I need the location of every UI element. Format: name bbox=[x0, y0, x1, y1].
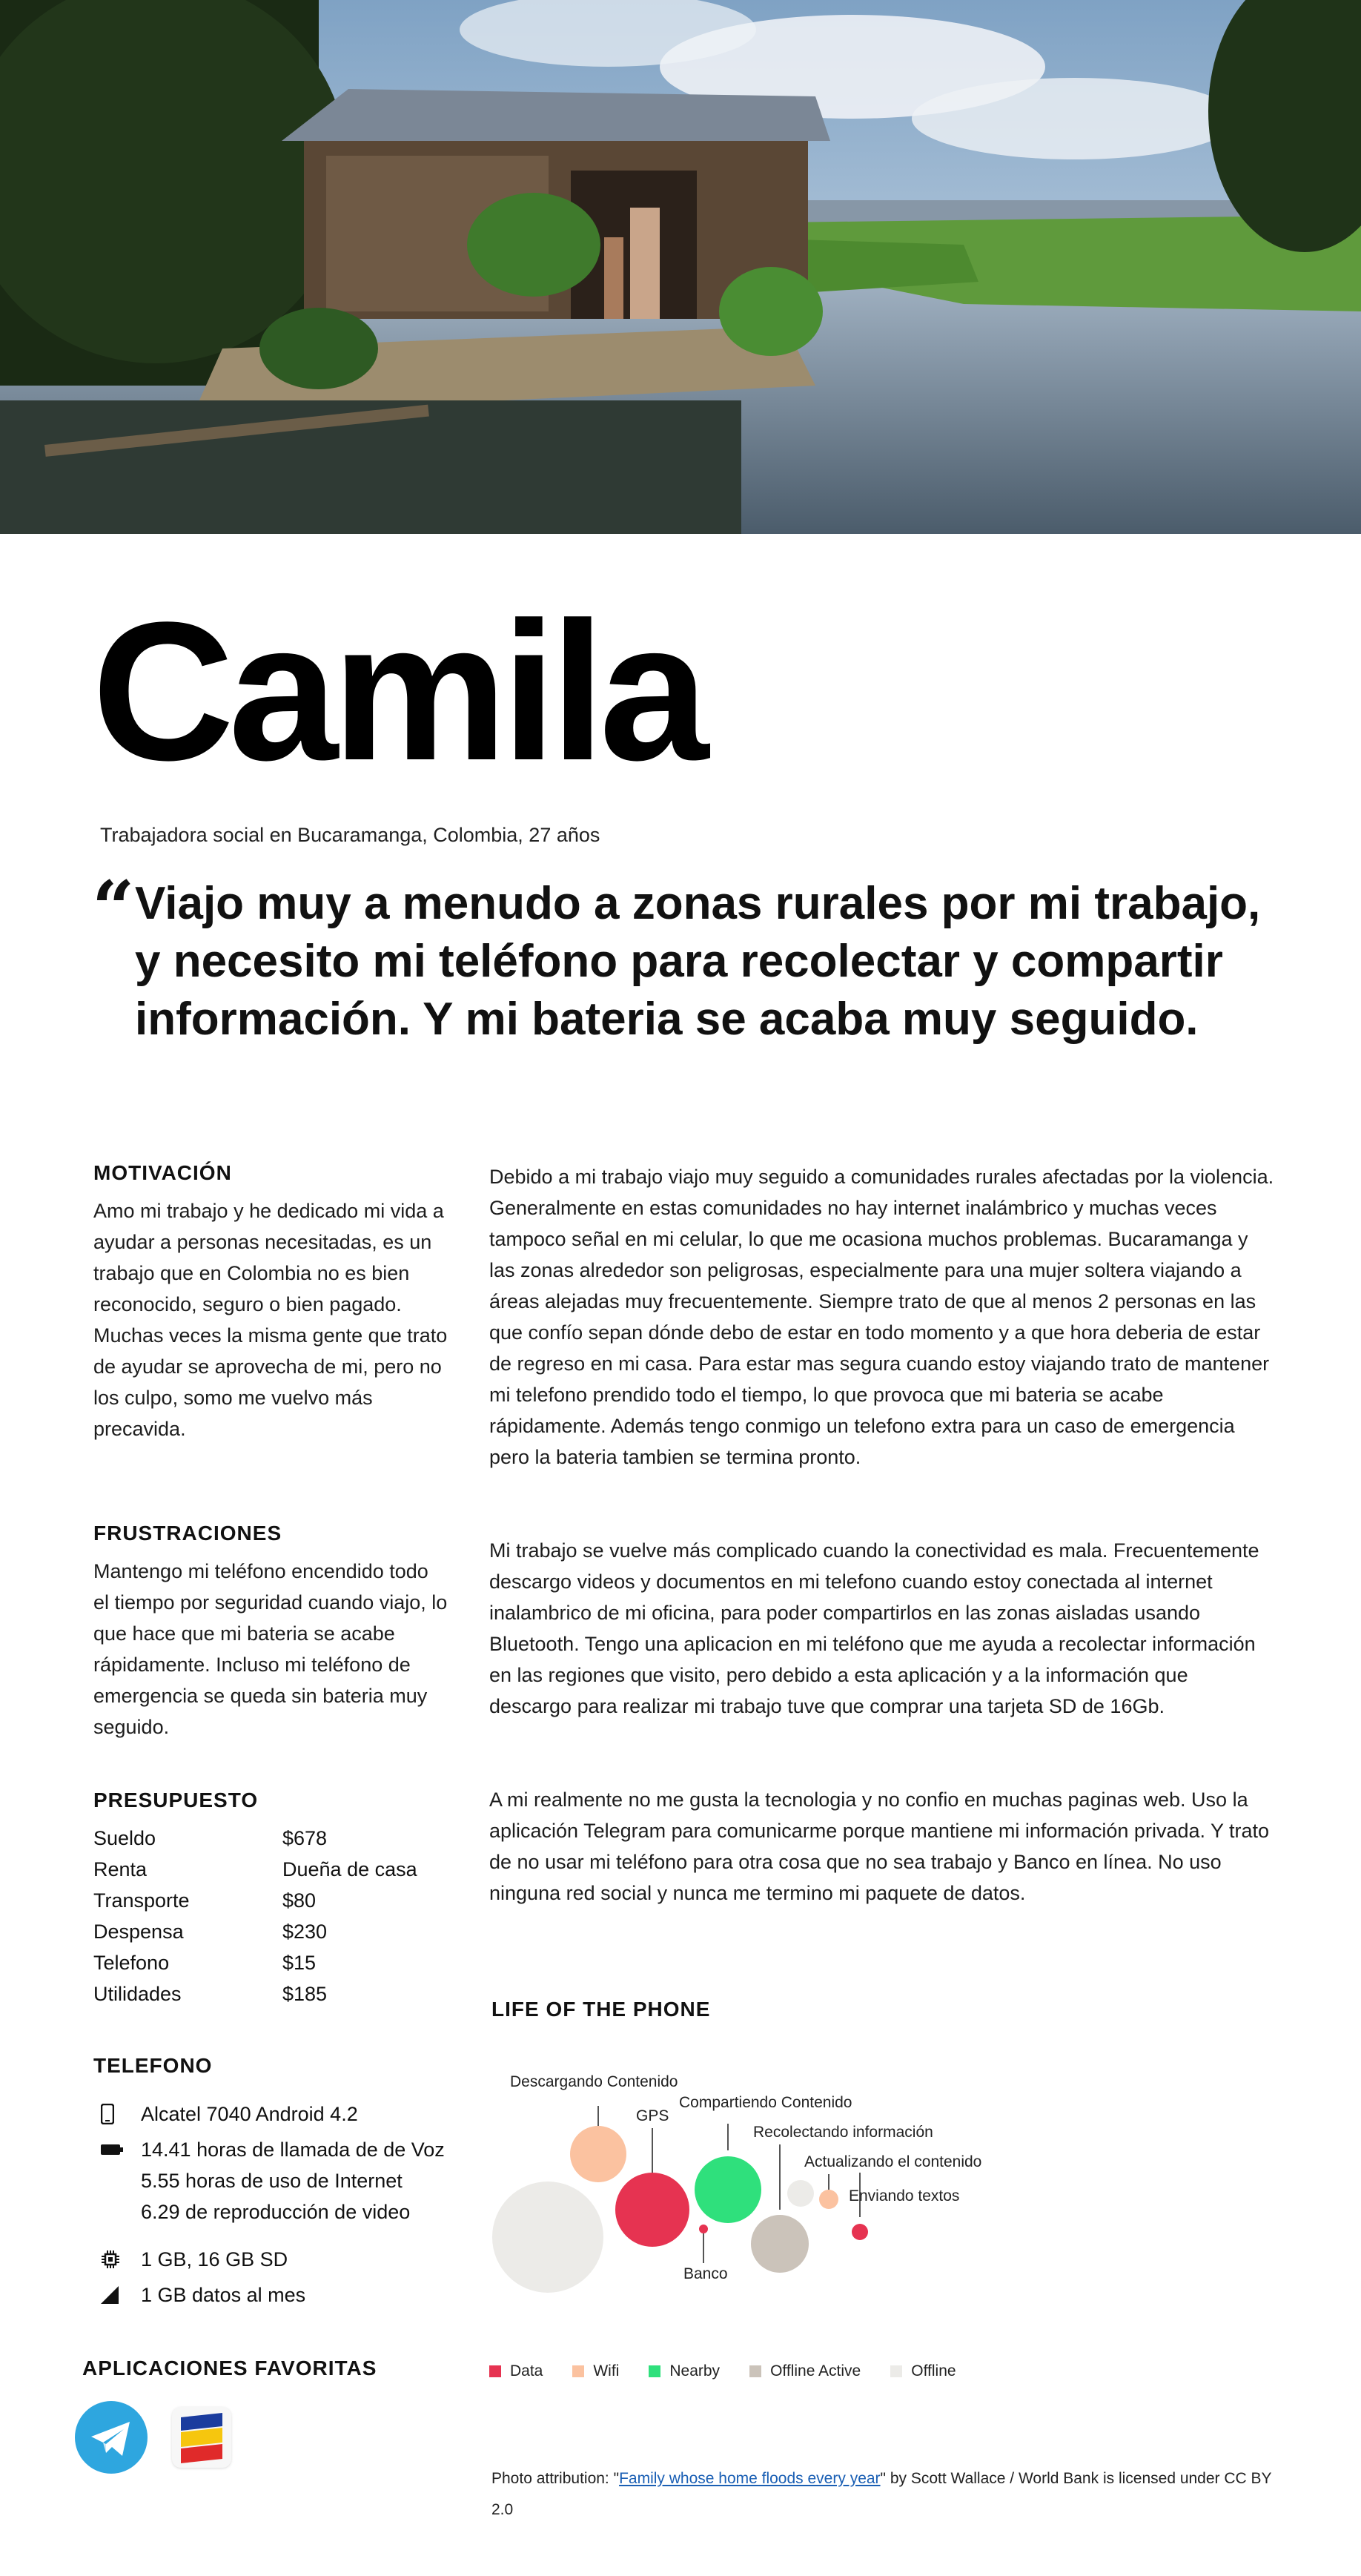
legend-item bbox=[649, 2362, 720, 2380]
budget-row bbox=[93, 1916, 417, 1947]
battery-icon bbox=[101, 2134, 141, 2165]
bubble-compartiendo bbox=[695, 2156, 761, 2223]
legend-swatch bbox=[749, 2365, 761, 2377]
chart-legend bbox=[489, 2362, 986, 2380]
legend-item bbox=[489, 2362, 543, 2380]
legend-swatch bbox=[890, 2365, 902, 2377]
chip-icon bbox=[101, 2244, 141, 2275]
budget-value: Dueña de casa bbox=[282, 1858, 417, 1880]
bubble-recolectando bbox=[751, 2215, 809, 2273]
label-enviando: Enviando textos bbox=[849, 2187, 960, 2205]
telegram-icon[interactable] bbox=[75, 2401, 148, 2474]
story-paragraph-2: Mi trabajo se vuelve más complicado cuando la conectividad es mala. Frecuentemente descargo videos y documentos en mi telefono cuando estoy conectada al internet inalambrico de mi oficina, para poder compartirlos en las zonas aisladas usando Bluetooth. Tengo una aplicacion en mi teléfono que me ayuda a recolectar información en las regiones que visito, pero debido a esta aplicación y a la información que descargo para realizar mi trabajo tuve que comprar una tarjeta SD de 16Gb. bbox=[489, 1539, 1259, 1717]
quote-mark: “ bbox=[92, 865, 135, 952]
legend-swatch bbox=[489, 2365, 501, 2377]
label-recolectando: Recolectando información bbox=[753, 2124, 933, 2141]
budget-row bbox=[93, 1885, 417, 1916]
smartphone-icon bbox=[101, 2098, 141, 2130]
budget-label: Utilidades bbox=[93, 1983, 182, 2005]
budget-heading: PRESUPUESTO bbox=[93, 1789, 259, 1812]
legend-swatch bbox=[649, 2365, 660, 2377]
motivation-text: Amo mi trabajo y he dedicado mi vida a ayudar a personas necesitadas, es un trabajo que en Colombia no es bien reconocido, seguro o bien pagado. Muchas veces la misma gente que trato de ayudar se aprovecha de mi, pero no los culpo, somo me vuelvo más precavida. bbox=[93, 1200, 448, 1440]
budget-value: $185 bbox=[282, 1983, 328, 2005]
bubble-descargando bbox=[570, 2126, 626, 2182]
label-actualizando: Actualizando el contenido bbox=[804, 2153, 982, 2170]
phone-model: Alcatel 7040 Android 4.2 bbox=[141, 2103, 358, 2125]
frustrations-heading: FRUSTRACIONES bbox=[93, 1522, 282, 1545]
attribution-link[interactable]: Family whose home floods every year bbox=[619, 2470, 881, 2487]
legend-item bbox=[749, 2362, 861, 2380]
persona-subtitle: Trabajadora social en Bucaramanga, Colombia, 27 años bbox=[100, 824, 600, 846]
budget-label: Transporte bbox=[93, 1889, 190, 1912]
budget-label: Renta bbox=[93, 1858, 148, 1880]
phone-usage-row bbox=[101, 2134, 445, 2227]
phone-usage-voice: 14.41 horas de llamada de de Voz bbox=[141, 2139, 445, 2161]
legend-label: Data bbox=[510, 2362, 543, 2380]
phone-usage-video: 6.29 de reproducción de video bbox=[141, 2201, 411, 2223]
phone-storage: 1 GB, 16 GB SD bbox=[141, 2248, 288, 2270]
legend-swatch bbox=[572, 2365, 584, 2377]
budget-row bbox=[93, 1854, 417, 1885]
legend-label: Offline bbox=[911, 2362, 956, 2380]
phone-usage-internet: 5.55 horas de uso de Internet bbox=[141, 2170, 403, 2192]
photo-attribution bbox=[491, 2463, 1292, 2526]
life-of-phone-heading: LIFE OF THE PHONE bbox=[491, 1998, 711, 2021]
label-banco: Banco bbox=[683, 2265, 728, 2282]
phone-heading: TELEFONO bbox=[93, 2054, 213, 2077]
budget-value: $678 bbox=[282, 1827, 328, 1849]
frustrations-text: Mantengo mi teléfono encendido todo el tiempo por seguridad cuando viajo, lo que hace que mi bateria se acabe rápidamente. Incluso mi teléfono de emergencia se queda sin bateria muy seguido. bbox=[93, 1560, 448, 1738]
legend-label: Nearby bbox=[669, 2362, 721, 2380]
budget-value: $80 bbox=[282, 1889, 317, 1912]
signal-icon bbox=[101, 2279, 141, 2311]
legend-item bbox=[572, 2362, 619, 2380]
hero-photo bbox=[0, 0, 1361, 534]
bubble-enviando bbox=[852, 2224, 868, 2240]
budget-value: $230 bbox=[282, 1921, 328, 1943]
budget-label: Sueldo bbox=[93, 1827, 156, 1849]
bubble-offline bbox=[492, 2182, 603, 2293]
story-paragraph-1: Debido a mi trabajo viajo muy seguido a comunidades rurales afectadas por la violencia. Generalmente en estas comunidades no hay internet inalámbrico y muchas veces tampoco señal en mi celular, lo que me ocasiona muchos problemas. Bucaramanga y las zonas alrededor son peligrosas, especialmente para una mujer soltera viajando a áreas alejadas muy frecuentemente. Siempre trato de que al menos 2 personas en las que confío sepan dónde debo de estar en todo momento y a que hora deberia de estar de regreso en mi casa. Para estar mas segura cuando estoy viajando trato de mantener mi telefono prendido todo el tiempo, lo que provoca que mi bateria se acabe rápidamente. Además tengo conmigo un telefono extra para un caso de emergencia pero la bateria tambien se termina pronto. bbox=[489, 1166, 1274, 1468]
legend-label: Offline Active bbox=[770, 2362, 861, 2380]
label-gps: GPS bbox=[636, 2107, 669, 2124]
bubble-actualizando bbox=[787, 2180, 814, 2207]
label-compartiendo: Compartiendo Contenido bbox=[679, 2094, 852, 2111]
attribution-prefix: Photo attribution: " bbox=[491, 2470, 620, 2487]
legend-item bbox=[890, 2362, 956, 2380]
phone-storage-row bbox=[101, 2244, 288, 2275]
persona-quote: Viajo muy a menudo a zonas rurales por mi trabajo, y necesito mi teléfono para recolectar y compartir información. Y mi bateria se acaba muy seguido. bbox=[135, 878, 1261, 1045]
phone-model-row bbox=[101, 2098, 358, 2130]
budget-row bbox=[93, 1823, 417, 1854]
budget-label: Telefono bbox=[93, 1952, 170, 1974]
apps-heading: APLICACIONES FAVORITAS bbox=[82, 2357, 377, 2380]
bubble-banco bbox=[699, 2225, 708, 2233]
persona-name: Camila bbox=[92, 581, 703, 802]
budget-label: Despensa bbox=[93, 1921, 184, 1943]
story-paragraph-3: A mi realmente no me gusta la tecnologia y no confio en muchas paginas web. Uso la aplicación Telegram para comunicarme porque mantiene mi información privada. Y trato de no usar mi teléfono para otra cosa que no sea trabajo y Banco en línea. No uso ninguna red social y nunca me termino mi paquete de datos. bbox=[489, 1789, 1270, 1904]
bubble-actualizando-wifi bbox=[819, 2190, 838, 2209]
phone-data-plan: 1 GB datos al mes bbox=[141, 2284, 306, 2306]
legend-label: Wifi bbox=[593, 2362, 620, 2380]
motivation-heading: MOTIVACIÓN bbox=[93, 1161, 232, 1184]
bubble-gps bbox=[615, 2173, 689, 2247]
budget-row bbox=[93, 1947, 417, 1978]
phone-data-row bbox=[101, 2279, 305, 2311]
bank-icon[interactable] bbox=[172, 2407, 231, 2468]
budget-row bbox=[93, 1978, 417, 2009]
budget-value: $15 bbox=[282, 1952, 317, 1974]
attribution-suffix: " by Scott Wallace / World Bank is licensed under CC BY 2.0 bbox=[491, 2470, 1272, 2518]
budget-table bbox=[93, 1823, 417, 2009]
label-descargando: Descargando Contenido bbox=[510, 2073, 678, 2090]
life-of-phone-chart bbox=[474, 2054, 1038, 2299]
